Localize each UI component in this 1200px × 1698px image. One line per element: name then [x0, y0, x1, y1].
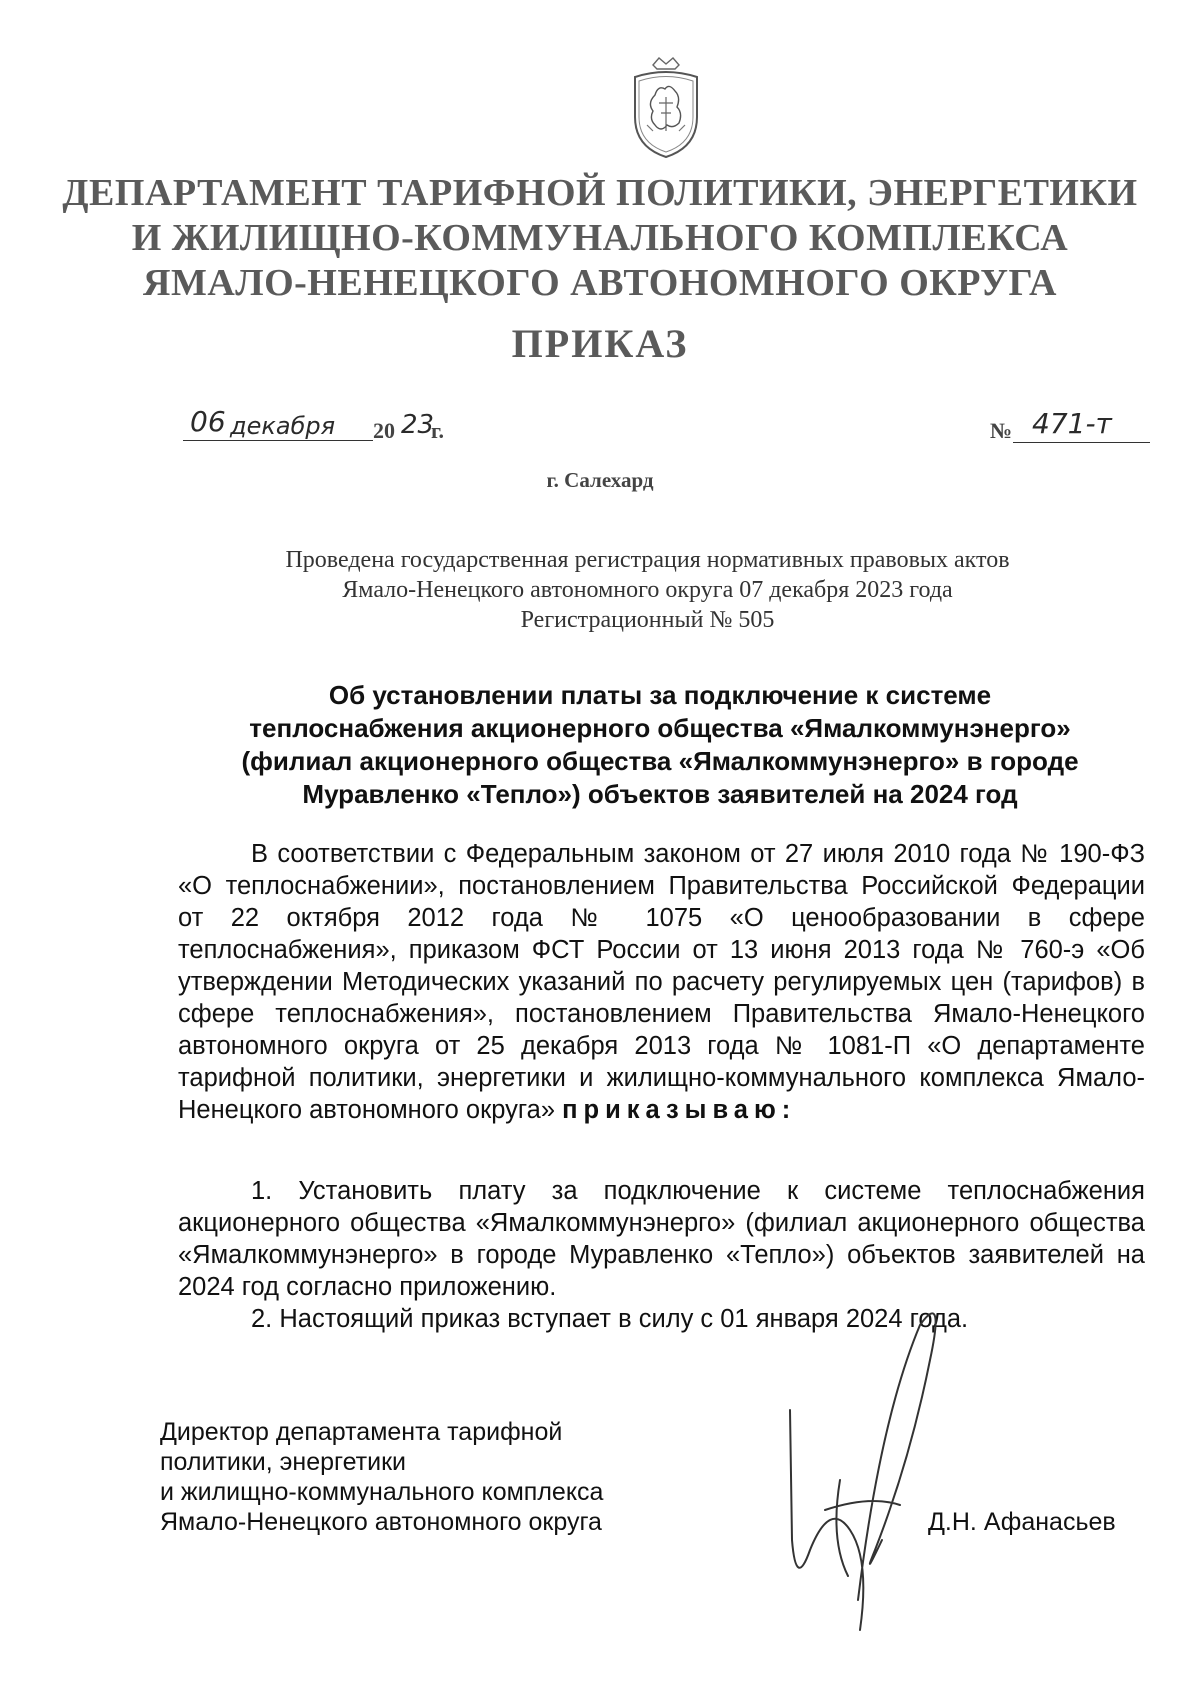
- order-point-1: 1. Установить плату за подключение к системе теплоснабжения акционерного общества «Ямалкоммунэнерго» (филиал акционерного общества «Ямалкоммунэнерго» в городе Муравленко «Тепло») объектов заявителей на 2024 год согласно приложению.: [178, 1177, 1145, 1301]
- signer-position-line-4: Ямало-Ненецкого автономного округа: [160, 1508, 602, 1536]
- preamble-paragraph: [178, 838, 1145, 1126]
- preamble-text: В соответствии с Федеральным законом от 27 июля 2010 года № 190-ФЗ «О теплоснабжении», постановлением Правительства Российской Федерации от 22 октября 2012 года № 1075 «О ценообразовании в сфере теплоснабжения», приказом ФСТ России от 13 июня 2013 года № 760-э «Об утверждении Методических указаний по расчету регулируемых цен (тарифов) в сфере теплоснабжения», постановлением Правительства Ямало-Ненецкого автономного округа от 25 декабря 2013 года № 1081-П «О департаменте тарифной политики, энергетики и жилищно-коммунального комплекса Ямало-Ненецкого автономного округа»: [178, 840, 1145, 1124]
- handwritten-signature: [770, 1300, 970, 1660]
- order-number-label: №: [990, 418, 1013, 443]
- order-number-handwritten: 471-т: [1032, 407, 1112, 440]
- city-name: г. Салехард: [546, 468, 654, 492]
- order-title-line-4: Муравленко «Тепло») объектов заявителей на 2024 год: [302, 779, 1018, 809]
- signer-position-line-1: Директор департамента тарифной: [160, 1418, 563, 1446]
- department-name-line-2: И ЖИЛИЩНО-КОММУНАЛЬНОГО КОМПЛЕКСА: [131, 217, 1069, 259]
- registration-note-line-2: Ямало-Ненецкого автономного округа 07 декабря 2023 года: [342, 577, 953, 603]
- order-word: приказываю:: [562, 1096, 797, 1124]
- order-number-underline: [1013, 442, 1150, 443]
- date-month-handwritten: декабря: [230, 412, 336, 440]
- date-year-handwritten: 23: [401, 410, 435, 440]
- order-point-2: 2. Настоящий приказ вступает в силу с 01 января 2024 года.: [251, 1305, 969, 1333]
- date-day-handwritten: 06: [190, 405, 226, 438]
- registration-note-line-3: Регистрационный № 505: [520, 607, 775, 633]
- date-underline: [183, 440, 373, 441]
- coat-of-arms-emblem: [625, 55, 707, 160]
- department-name-line-3: ЯМАЛО-НЕНЕЦКОГО АВТОНОМНОГО ОКРУГА: [143, 262, 1057, 304]
- date-century: 20: [373, 418, 395, 443]
- signer-position-line-2: политики, энергетики: [160, 1448, 406, 1476]
- document-type-title: ПРИКАЗ: [511, 321, 689, 366]
- signer-position-line-3: и жилищно-коммунального комплекса: [160, 1478, 604, 1506]
- registration-note-line-1: Проведена государственная регистрация нормативных правовых актов: [285, 547, 1010, 573]
- order-title-line-3: (филиал акционерного общества «Ямалкоммунэнерго» в городе: [241, 746, 1079, 776]
- date-suffix: г.: [431, 418, 445, 443]
- department-name-line-1: ДЕПАРТАМЕНТ ТАРИФНОЙ ПОЛИТИКИ, ЭНЕРГЕТИКИ: [62, 172, 1138, 214]
- order-title-line-2: теплоснабжения акционерного общества «Ямалкоммунэнерго»: [249, 713, 1071, 743]
- order-title-line-1: Об установлении платы за подключение к системе: [328, 680, 992, 710]
- signer-name: Д.Н. Афанасьев: [928, 1508, 1116, 1536]
